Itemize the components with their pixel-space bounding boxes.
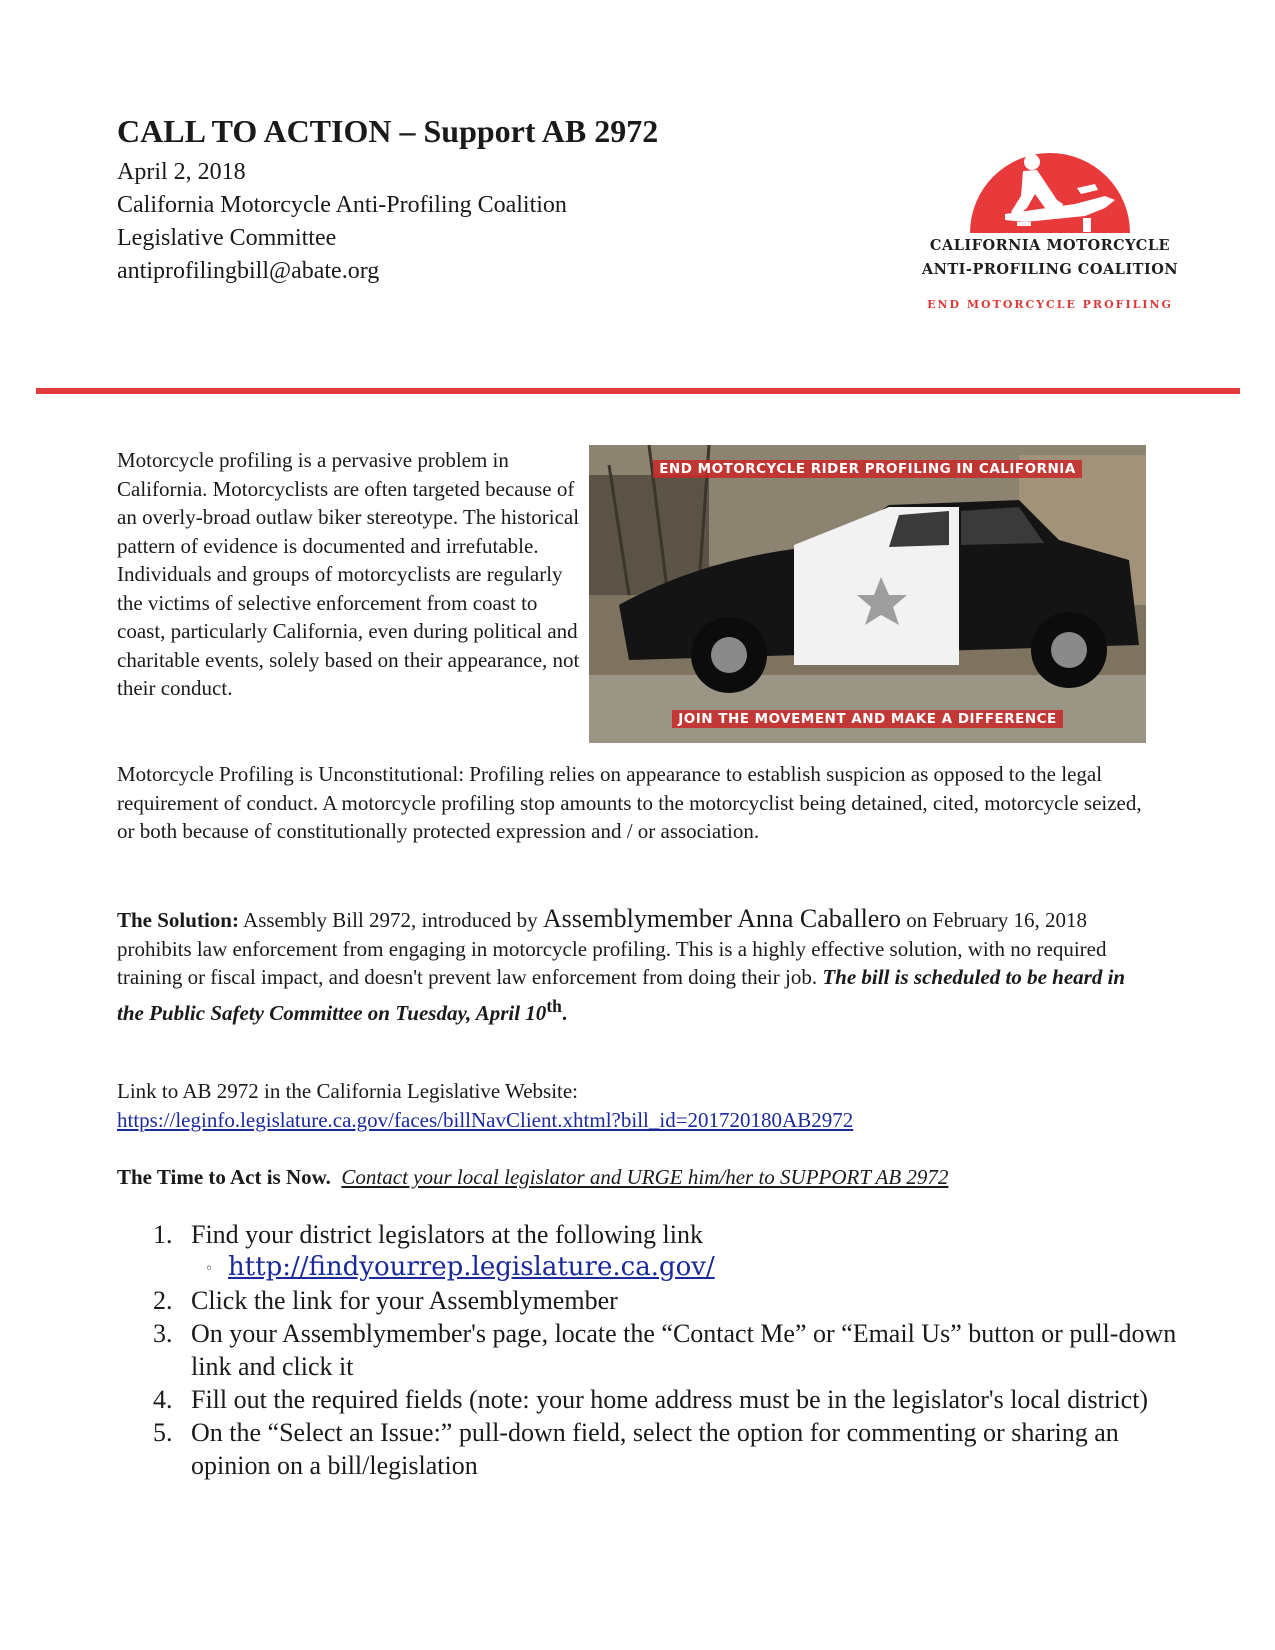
logo-line-1: CALIFORNIA MOTORCYCLE (929, 237, 1171, 254)
logo-line-2: ANTI-PROFILING COALITION (921, 261, 1179, 278)
header-block (117, 112, 658, 288)
photo-banner-bottom: JOIN THE MOVEMENT AND MAKE A DIFFERENCE (589, 711, 1146, 727)
coalition-logo (905, 138, 1195, 311)
step-number: 5. (153, 1418, 173, 1447)
intro-paragraph: Motorcycle profiling is a pervasive problem in California. Motorcyclists are often targeted because of an overly-broad outlaw biker stereotype. The historical pattern of evidence is documented and irrefutable. Individuals and groups of motorcyclists are regularly the victims of selective enforcement from coast to coast, particularly California, even during political and charitable events, solely based on their appearance, not their conduct. (117, 448, 580, 700)
police-car-photo (589, 445, 1146, 743)
circle-bullet-icon: ◦ (205, 1261, 214, 1277)
list-item (117, 1218, 1177, 1251)
bill-link-section (117, 1077, 1157, 1134)
solution-text-1: Assembly Bill 2972, introduced by (238, 908, 543, 932)
step-number: 1. (153, 1220, 173, 1249)
photo-banner-top: END MOTORCYCLE RIDER PROFILING IN CALIFORNIA (589, 461, 1146, 477)
step-text: Click the link for your Assemblymember (191, 1286, 618, 1315)
time-to-act-label: The Time to Act is Now. (117, 1165, 331, 1189)
header-divider (36, 388, 1240, 394)
contact-email: antiprofilingbill@abate.org (117, 258, 380, 285)
bill-link-label: Link to AB 2972 in the California Legislative Website: (117, 1079, 579, 1103)
step-text: On your Assemblymember's page, locate the “Contact Me” or “Email Us” button or pull-down link and click it (191, 1319, 1177, 1381)
time-to-act-cta: Contact your local legislator and URGE him/her to SUPPORT AB 2972 (341, 1165, 949, 1189)
list-item (117, 1284, 1177, 1317)
police-car-illustration (589, 445, 1146, 743)
list-item (117, 1317, 1177, 1383)
unconstitutional-paragraph: Motorcycle Profiling is Unconstitutional: Profiling relies on appearance to establish suspicion as opposed to the legal requirement of conduct. A motorcycle profiling stop amounts to the motorcyclist being detained, cited, motorcycle seized, or both because of constitutionally protected expression and / or association. (117, 762, 1142, 843)
hearing-notice-end: . (561, 1000, 568, 1025)
step-number: 4. (153, 1385, 173, 1414)
list-subitem (117, 1251, 1177, 1284)
rider-silhouette-icon (965, 138, 1135, 234)
assemblymember-name: Assemblymember Anna Caballero (542, 904, 901, 933)
hearing-notice: The bill is scheduled to be heard in the Public Safety Committee on Tuesday, April 10 (117, 965, 1126, 1025)
step-text: Find your district legislators at the following link (191, 1220, 704, 1249)
date: April 2, 2018 (117, 159, 246, 186)
bill-link[interactable]: https://leginfo.legislature.ca.gov/faces/billNavClient.xhtml?bill_id=201720180AB2972 (117, 1107, 854, 1132)
page-title: CALL TO ACTION – Support AB 2972 (117, 113, 659, 149)
step-text: Fill out the required fields (note: your home address must be in the legislator's local district) (191, 1385, 1149, 1414)
steps-list (117, 1218, 1177, 1482)
committee-name: Legislative Committee (117, 225, 337, 252)
list-item (117, 1383, 1177, 1416)
step-number: 2. (153, 1286, 173, 1315)
solution-paragraph (117, 905, 1157, 1027)
solution-text-2: on February 16, 2018 prohibits law enforcement from engaging in motorcycle profiling. This is a highly effective solution, with no required training or fiscal impact, and doesn't prevent law enforcement from doing their job. (117, 908, 1107, 989)
step-text: On the “Select an Issue:” pull-down field, select the option for commenting or sharing an opinion on a bill/legislation (191, 1418, 1119, 1480)
org-name: California Motorcycle Anti-Profiling Coalition (117, 192, 567, 219)
hearing-notice-sup: th (546, 995, 562, 1016)
logo-tagline: END MOTORCYCLE PROFILING (927, 298, 1173, 311)
time-to-act (117, 1163, 1177, 1192)
list-item (117, 1416, 1177, 1482)
solution-label: The Solution: (117, 908, 239, 932)
find-your-rep-link[interactable]: http://findyourrep.legislature.ca.gov/ (228, 1252, 715, 1282)
step-number: 3. (153, 1319, 173, 1348)
